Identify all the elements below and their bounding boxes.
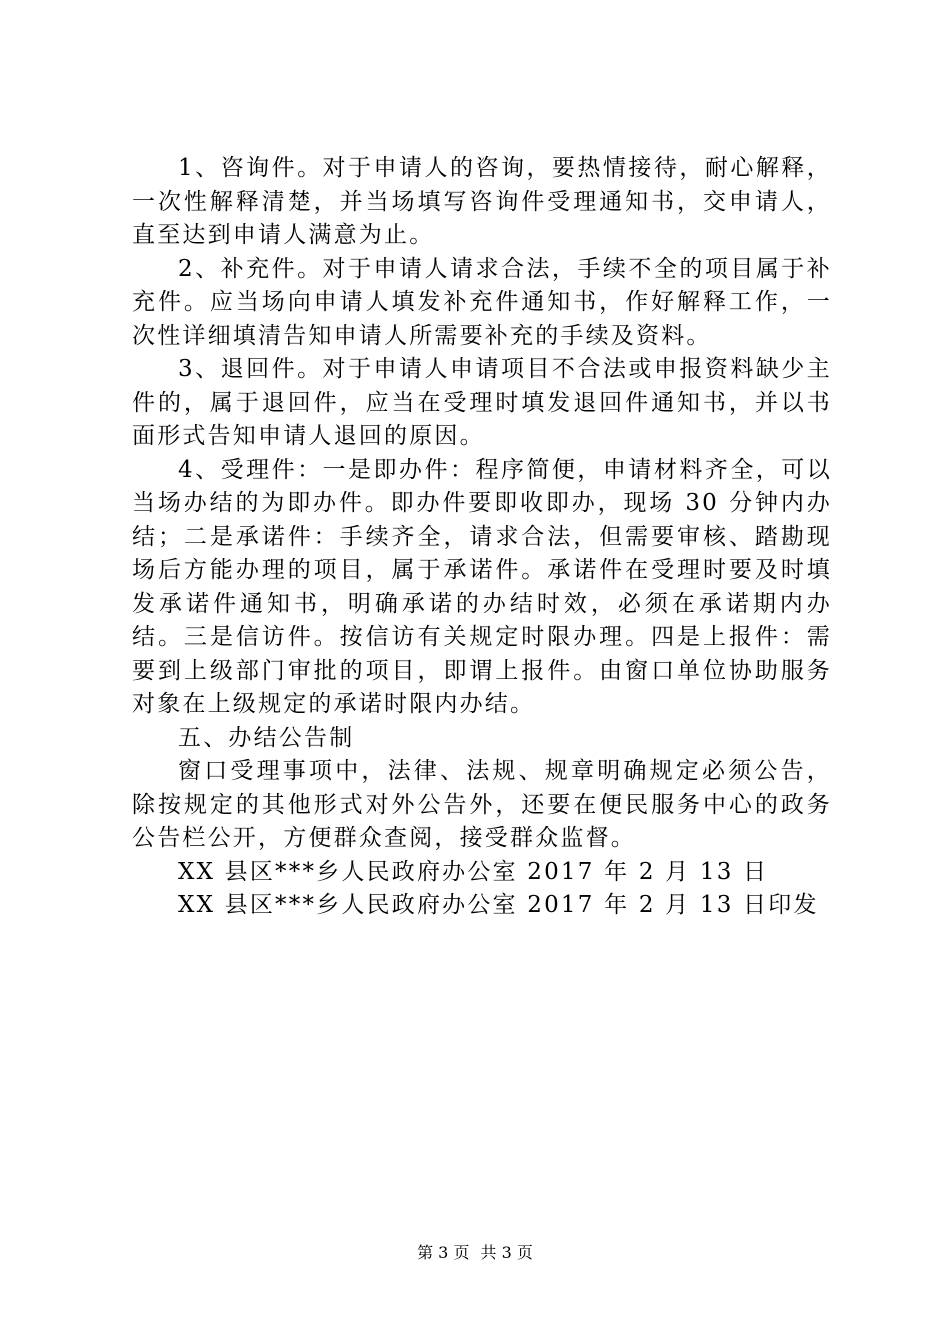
page-total: 共 3 页 bbox=[480, 1243, 533, 1262]
issuer-date-line: XX 县区***乡人民政府办公室 2017 年 2 月 13 日 bbox=[178, 858, 769, 885]
page-footer bbox=[0, 1243, 950, 1263]
issuer-print-line: XX 县区***乡人民政府办公室 2017 年 2 月 13 日印发 bbox=[178, 892, 819, 918]
paragraph-supplement: 2、补充件。对于申请人请求合法，手续不全的项目属于补充件。应当场向申请人填发补充件通知书，作好解释工作，一次性详细填清告知申请人所需要补充的手续及资料。 bbox=[132, 255, 832, 349]
paragraph-return: 3、退回件。对于申请人申请项目不合法或申报资料缺少主件的，属于退回件，应当在受理时填发退回件通知书，并以书面形式告知申请人退回的原因。 bbox=[132, 356, 832, 449]
page-number: 第 3 页 bbox=[417, 1243, 470, 1262]
section-heading-announcement: 五、办结公告制 bbox=[178, 724, 355, 751]
document-body bbox=[132, 152, 832, 923]
paragraph-acceptance: 4、受理件：一是即办件：程序简便，申请材料齐全，可以当场办结的为即办件。即办件要即收即办，现场 30 分钟内办结；二是承诺件：手续齐全，请求合法，但需要审核、踏勘现场后方能办理的项目，属于承诺件。承诺件在受理时要及时填发承诺件通知书，明确承诺的办结时效，必须在承诺期内办结。三是信访件。按信访有关规定时限办理。四是上报件：需要到上级部门审批的项目，即谓上报件。由窗口单位协助服务对象在上级规定的承诺时限内办结。 bbox=[132, 456, 832, 717]
paragraph-announcement: 窗口受理事项中，法律、法规、规章明确规定必须公告，除按规定的其他形式对外公告外，还要在便民服务中心的政务公告栏公开，方便群众查阅，接受群众监督。 bbox=[132, 758, 832, 851]
paragraph-consultation: 1、咨询件。对于申请人的咨询，要热情接待，耐心解释，一次性解释清楚，并当场填写咨询件受理通知书，交申请人，直至达到申请人满意为止。 bbox=[132, 155, 832, 248]
